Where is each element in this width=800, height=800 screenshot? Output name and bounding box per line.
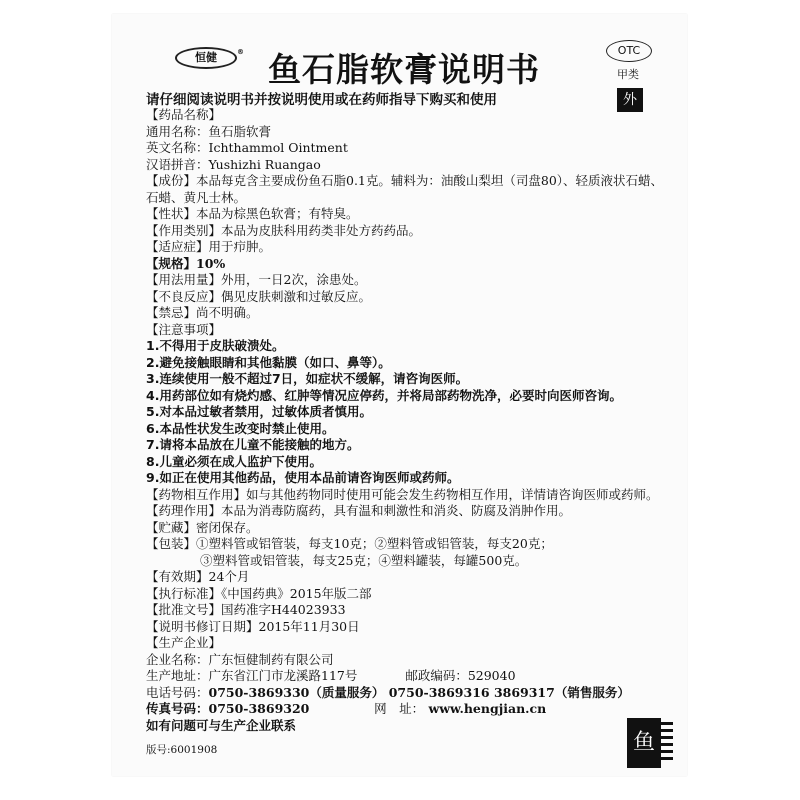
package-line-1: 【包装】①塑料管或铝管装，每支10克；②塑料管或铝管装，每支20克； <box>146 536 553 551</box>
package-line-2: ③塑料管或铝管装，每支25克；④塑料罐装，每罐500克。 <box>200 552 528 568</box>
drug-category: 【作用类别】本品为皮肤科用药类非处方药药品。 <box>146 222 422 238</box>
subtitle: 请仔细阅读说明书并按说明使用或在药师指导下购买和使用 <box>146 92 497 108</box>
drug-interactions: 【药物相互作用】如与其他药物同时使用可能会发生药物相互作用，详情请咨询医师或药师。 <box>146 486 659 502</box>
precaution-item: 9.如正在使用其他药品，使用本品前请咨询医师或药师。 <box>146 470 460 485</box>
indication: 【适应症】用于疖肿。 <box>146 239 272 254</box>
fax-row <box>146 701 666 718</box>
precaution-item: 8.儿童必须在成人监护下使用。 <box>146 453 322 469</box>
precaution-item: 2.避免接触眼睛和其他黏膜（如口、鼻等）。 <box>146 354 391 370</box>
generic-name: 通用名称：鱼石脂软膏 <box>146 123 272 139</box>
revision-date: 【说明书修订日期】2015年11月30日 <box>146 618 360 634</box>
address-row <box>146 668 666 685</box>
precaution-item: 5.对本品过敏者禁用，过敏体质者慎用。 <box>146 404 372 419</box>
page-title: 鱼石脂软膏说明书 <box>268 50 540 89</box>
precautions-header: 【注意事项】 <box>146 321 222 337</box>
phone-numbers: 0750-3869330（质量服务） 0750-3869316 3869317（销售服务） <box>208 684 630 700</box>
usage: 【用法用量】外用，一日2次，涂患处。 <box>146 272 367 287</box>
specification: 【规格】10% <box>146 255 226 271</box>
postcode: 邮政编码：529040 <box>405 668 516 683</box>
website-label: 网 址： <box>374 701 425 716</box>
adverse-reactions: 【不良反应】偶见皮肤刺激和过敏反应。 <box>146 288 372 304</box>
phone-row <box>146 685 666 702</box>
manufacturer-header: 【生产企业】 <box>146 635 222 650</box>
pinyin-name: 汉语拼音：Yushizhi Ruangao <box>146 156 321 172</box>
external-use-mark: 外 <box>617 88 643 112</box>
side-mark-edge <box>661 718 673 768</box>
fax: 传真号码：0750-3869320 <box>146 701 310 716</box>
pharmacology: 【药理作用】本品为消毒防腐药，具有温和刺激性和消炎、防腐及消肿作用。 <box>146 503 572 518</box>
side-mark: 鱼 <box>627 718 661 768</box>
storage: 【贮藏】密闭保存。 <box>146 519 259 535</box>
precaution-item: 4.用药部位如有烧灼感、红肿等情况应停药，并将局部药物洗净，必要时向医师咨询。 <box>146 387 622 403</box>
contraindications: 【禁忌】尚不明确。 <box>146 305 259 320</box>
name-header: 【药品名称】 <box>146 107 222 122</box>
standard: 【执行标准】《中国药典》2015年版二部 <box>146 585 372 601</box>
logo-text: 恒健 <box>195 51 217 64</box>
contact-note: 如有问题可与生产企业联系 <box>146 717 297 733</box>
address: 生产地址：广东省江门市龙溪路117号 <box>146 668 358 683</box>
english-name: 英文名称：Ichthammol Ointment <box>146 140 348 155</box>
approval-number: 【批准文号】国药准字H44023933 <box>146 602 346 617</box>
precaution-item: 7.请将本品放在儿童不能接触的地方。 <box>146 437 360 452</box>
precaution-item: 6.本品性状发生改变时禁止使用。 <box>146 420 335 436</box>
company-name: 企业名称：广东恒健制药有限公司 <box>146 651 334 667</box>
version-number: 版号:6001908 <box>146 744 218 756</box>
validity: 【有效期】24个月 <box>146 569 250 584</box>
precaution-item: 1.不得用于皮肤破溃处。 <box>146 338 285 353</box>
appearance: 【性状】本品为棕黑色软膏；有特臭。 <box>146 206 359 221</box>
phone-label: 电话号码： <box>146 684 209 700</box>
precaution-item: 3.连续使用一般不超过7日，如症状不缓解，请咨询医师。 <box>146 371 469 386</box>
otc-badge: OTC <box>606 40 652 62</box>
website: www.hengjian.cn <box>428 701 547 716</box>
content-body <box>146 107 666 734</box>
category-label: 甲类 <box>617 68 639 81</box>
ingredients: 【成份】本品每克含主要成份鱼石脂0.1克。辅料为：油酸山梨坦（司盘80）、轻质液状石蜡、石蜡、黄凡士林。 <box>146 173 664 205</box>
registered-mark: ® <box>237 48 244 56</box>
brand-logo <box>175 47 244 69</box>
